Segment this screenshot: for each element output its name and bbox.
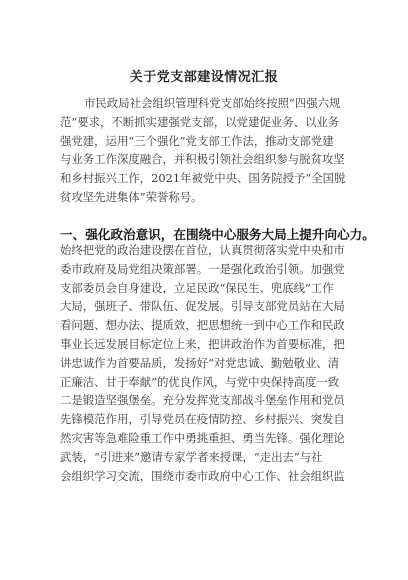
text-line: 范”要求，不断抓实建强党支部，以党建促业务、以业务 [60,114,340,129]
text-line: 先锋模范作用，引导党员在疫情防控、乡村振兴、突发自 [60,412,345,427]
text-line: 二是锻造坚强堡垒。充分发挥党支部战斗堡垒作用和党员 [60,393,345,408]
section-heading: 一、强化政治意识，在围绕中心服务大局上提升向心力。 [60,227,375,242]
text-line: 武装，“引进来”邀请专家学者来授课，“走出去”与社 [60,449,323,464]
text-line: 市民政局社会组织管理科党支部始终按照“四强六规 [84,96,341,110]
text-line: 正廉洁、甘于奉献”的优良作风，与党中央保持高度一致 [60,374,340,389]
text-line: 强党建，运用“三个强化”党支部工作法，推动支部党建 [60,133,334,148]
text-line: 支部委员会自身建设，立足民政“保民生、兜底线”工作 [60,280,334,295]
text-line: 然灾害等急难险重工作中勇挑重担、勇当先锋。强化理论 [60,430,345,445]
text-line: 贫攻坚先进集体”荣誉称号。 [60,189,203,204]
text-line: 看问题、想办法、提质效，把思想统一到中心工作和民政 [60,318,345,333]
document-title: 关于党支部建设情况汇报 [129,70,279,85]
text-line: 大局，强班子、带队伍、促发展。引导支部党员站在大局 [60,299,345,314]
text-line: 讲忠诚作为首要品质，发扬好“对党忠诚、勤勉敬业、清 [60,355,340,370]
text-line: 委市政府及局党组决策部署。一是强化政治引领。加强党 [60,261,345,276]
text-line: 与业务工作深度融合，并积极引领社会组织参与脱贫攻坚 [60,152,345,167]
body-paragraph [60,241,358,485]
text-line: 事业长远发展目标定位上来，把讲政治作为首要标准，把 [60,336,345,351]
intro-paragraph [60,94,358,207]
text-line: 始终把党的政治建设摆在首位，认真贯彻落实党中央和市 [60,243,345,257]
text-line: 和乡村振兴工作，2021年被党中央、国务院授予“全国脱 [60,171,346,186]
text-line: 会组织学习交流，围绕市委市政府中心工作、社会组织监 [60,468,345,483]
